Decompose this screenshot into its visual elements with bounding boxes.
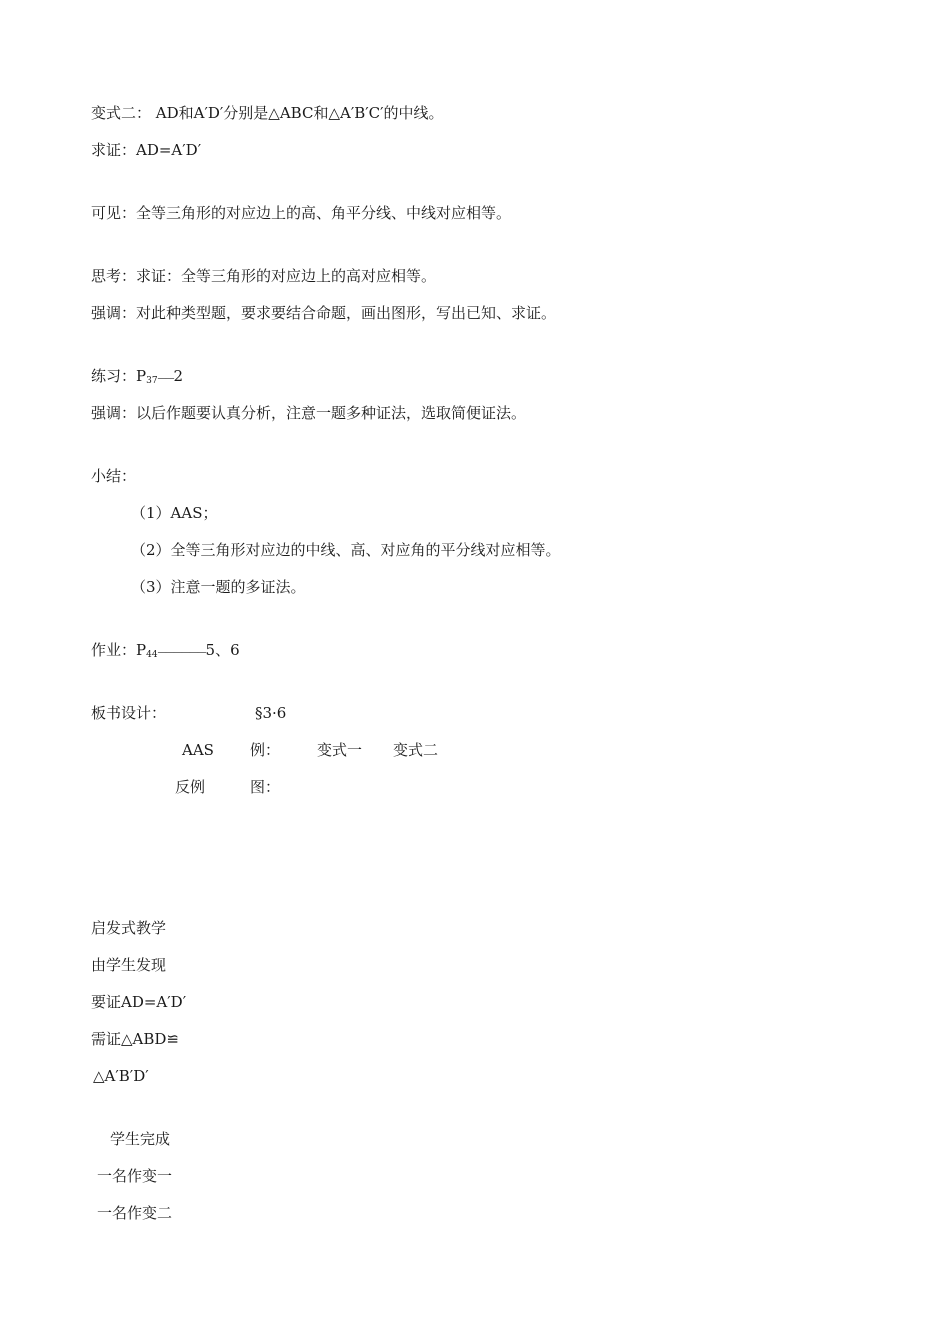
exercise-dash: —— — [157, 374, 174, 384]
board-item-variant1: 变式一 — [317, 741, 363, 759]
board-item-variant2: 变式二 — [393, 741, 439, 759]
homework-dash: —————— — [157, 648, 206, 658]
board-section-number: §3·6 — [255, 704, 287, 722]
exercise-prefix: 练习：P — [91, 367, 147, 385]
board-item-example: 例： — [250, 741, 281, 759]
board-item-counterexample: 反例 — [175, 778, 206, 796]
side-note: 学生完成 — [110, 1130, 171, 1148]
side-note: 需证△ABD≌ — [91, 1030, 179, 1048]
exercise-line — [91, 366, 183, 391]
board-item-figure: 图： — [250, 778, 281, 796]
exercise-number: 2 — [173, 367, 184, 385]
summary-item-3: （3）注意一题的多证法。 — [131, 578, 306, 596]
emphasis-note-1: 强调：对此种类型题，要求要结合命题，画出图形，写出已知、求证。 — [91, 304, 557, 322]
emphasis-note-2: 强调：以后作题要认真分析，注意一题多种证法，选取简便证法。 — [91, 404, 527, 422]
side-note: 启发式教学 — [91, 919, 167, 937]
exercise-page: 37 — [146, 376, 158, 386]
observation: 可见：全等三角形的对应边上的高、角平分线、中线对应相等。 — [91, 204, 512, 222]
side-note: 一名作变二 — [97, 1204, 173, 1222]
think-question: 思考：求证：全等三角形的对应边上的高对应相等。 — [91, 267, 437, 285]
summary-title: 小结： — [91, 467, 137, 485]
summary-item-1: （1）AAS； — [131, 504, 218, 522]
side-note: 要证AD=A′D′ — [91, 993, 187, 1011]
board-item-aas: AAS — [182, 741, 214, 759]
board-design-title: 板书设计： — [91, 704, 167, 722]
summary-item-2: （2）全等三角形对应边的中线、高、对应角的平分线对应相等。 — [131, 541, 561, 559]
side-note: △A′B′D′ — [93, 1067, 149, 1085]
homework-page: 44 — [146, 650, 158, 660]
homework-prefix: 作业：P — [91, 641, 147, 659]
prove-statement: 求证：AD=A′D′ — [91, 141, 202, 159]
side-note: 由学生发现 — [91, 956, 167, 974]
side-note: 一名作变一 — [97, 1167, 173, 1185]
homework-number: 5、6 — [205, 641, 240, 659]
variant2-statement: 变式二： AD和A′D′分别是△ABC和△A′B′C′的中线。 — [91, 104, 444, 122]
homework-line — [91, 640, 240, 665]
